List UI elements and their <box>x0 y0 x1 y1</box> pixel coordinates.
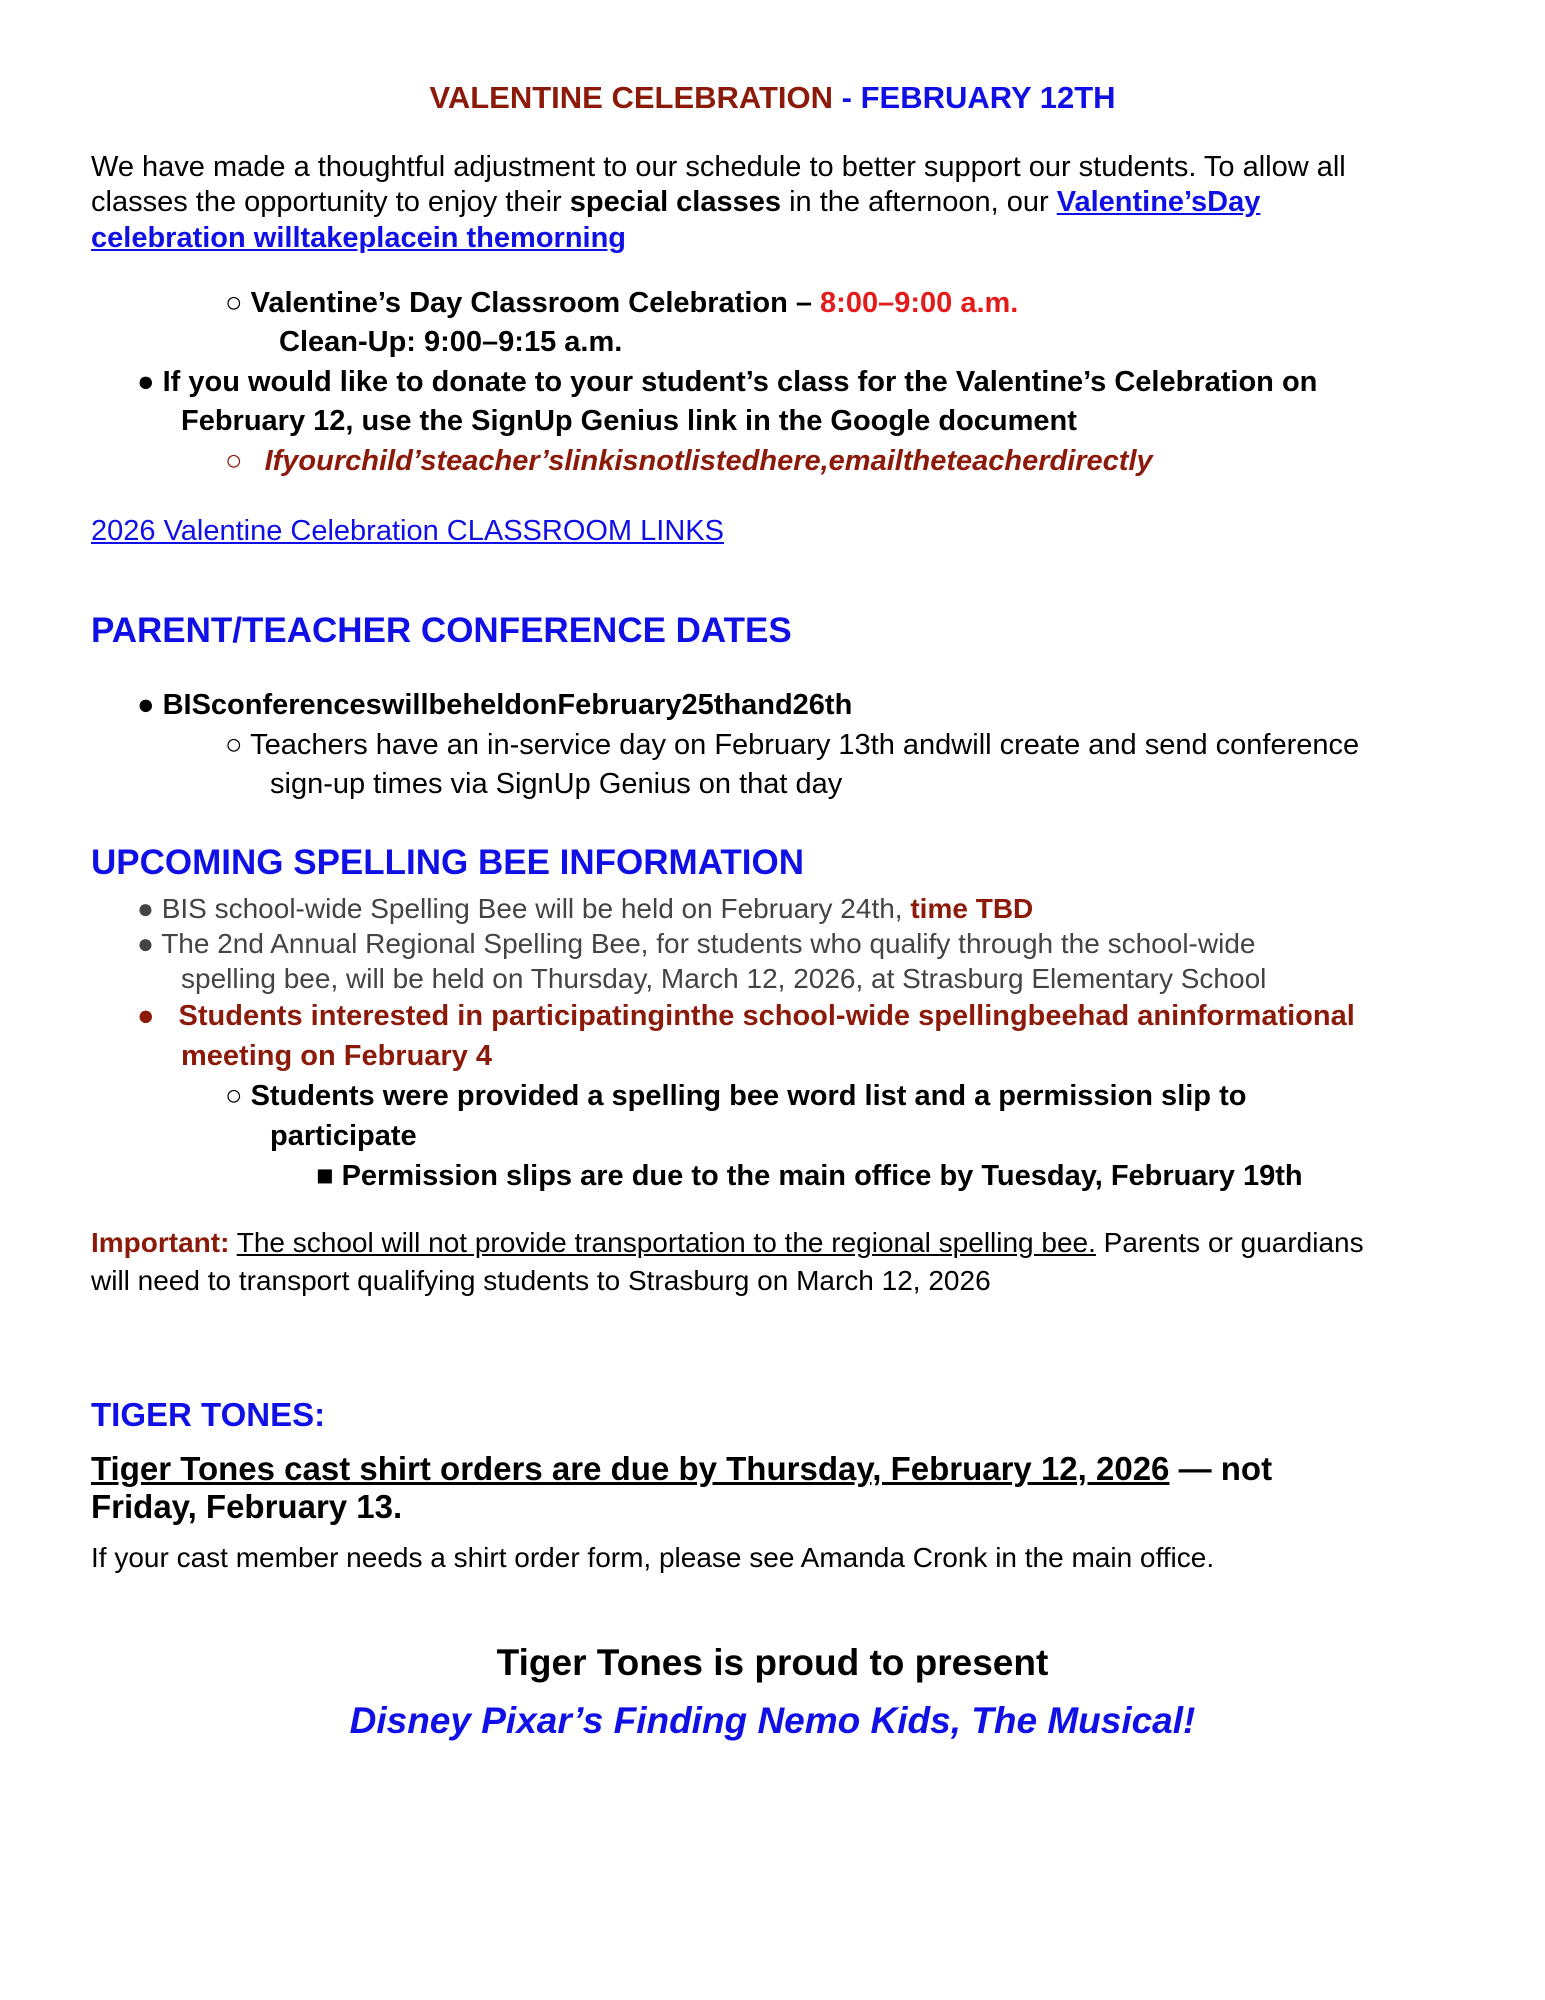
bullet-icon: ● <box>137 893 162 924</box>
teacher-note: Ifyourchild’steacher’slinkisnotlistedhere,emailtheteacherdirectly <box>264 445 1153 477</box>
inservice-line-2: sign-up times via SignUp Genius on that day <box>270 768 843 800</box>
classroom-links[interactable]: 2026 Valentine Celebration CLASSROOM LINKS <box>91 515 724 547</box>
celebration-label: Valentine’s Day Classroom Celebration – <box>250 287 821 319</box>
permission-slip-due: Permission slips are due to the main office by Tuesday, February 19th <box>341 1160 1303 1192</box>
valentine-title <box>0 80 1545 116</box>
hollow-bullet-icon: ○ <box>225 729 251 761</box>
bullet-icon: ● <box>137 1000 155 1032</box>
conference-dates: BISconferenceswillbeheldonFebruary25thand26th <box>162 689 853 721</box>
square-bullet-icon: ■ <box>316 1160 342 1192</box>
inservice-item <box>225 729 1359 762</box>
important-line-1 <box>91 1227 1364 1259</box>
hollow-bullet-icon: ○ <box>225 287 251 319</box>
cleanup-time: Clean-Up: 9:00–9:15 a.m. <box>279 326 623 358</box>
shirt-order-not: — not <box>1169 1450 1273 1487</box>
conference-dates-item <box>137 689 852 722</box>
valentine-title-part2: - FEBRUARY 12TH <box>833 80 1116 115</box>
important-line-2: will need to transport qualifying students to Strasburg on March 12, 2026 <box>91 1265 991 1296</box>
important-rest: Parents or guardians <box>1095 1227 1364 1258</box>
intro-line-2c: in the afternoon, our <box>781 186 1057 218</box>
time-tbd: time TBD <box>910 893 1034 924</box>
important-label: Important: <box>91 1227 230 1258</box>
spelling-bullet-1 <box>137 893 1033 925</box>
present-line: Tiger Tones is proud to present <box>496 1642 1049 1683</box>
word-list-line-1: Students were provided a spelling bee word list and a permission slip to <box>250 1080 1247 1112</box>
permission-slip-item <box>316 1160 1303 1193</box>
conference-heading: PARENT/TEACHER CONFERENCE DATES <box>91 611 792 650</box>
intro-line-2 <box>91 186 1260 219</box>
inservice-line-1: Teachers have an in-service day on February 13th andwill create and send conference <box>250 729 1360 761</box>
tiger-heading: TIGER TONES: <box>91 1396 326 1433</box>
celebration-time-item <box>225 287 1018 320</box>
shirt-order-deadline: Tiger Tones cast shirt orders are due by Thursday, February 12, 2026 <box>91 1450 1170 1487</box>
no-transportation: The school will not provide transportation to the regional spelling bee. <box>236 1227 1096 1258</box>
interested-line-2: meeting on February 4 <box>181 1040 493 1072</box>
regional-bee-line-2: spelling bee, will be held on Thursday, March 12, 2026, at Strasburg Elementary School <box>181 963 1267 994</box>
spelling-bullet-2 <box>137 928 1255 960</box>
shirt-form-note: If your cast member needs a shirt order form, please see Amanda Cronk in the main office. <box>91 1542 1215 1573</box>
donate-line-1: If you would like to donate to your student’s class for the Valentine’s Celebration on <box>162 366 1318 398</box>
bullet-icon: ● <box>137 366 163 398</box>
valentine-title-part1: VALENTINE CELEBRATION <box>429 80 834 115</box>
shirt-order-line-1 <box>91 1450 1272 1488</box>
valentine-link-part1[interactable]: Valentine’sDay <box>1056 186 1261 218</box>
intro-line-1: We have made a thoughtful adjustment to our schedule to better support our students. To allow all <box>91 151 1346 183</box>
shirt-order-line-2: Friday, February 13. <box>91 1488 403 1525</box>
bullet-icon: ● <box>137 928 162 959</box>
celebration-time: 8:00–9:00 a.m. <box>820 287 1019 319</box>
donate-line-2: February 12, use the SignUp Genius link in the Google document <box>181 405 1077 437</box>
hollow-bullet-icon: ○ <box>225 445 251 477</box>
intro-line-2a: classes the opportunity to enjoy their <box>91 186 570 218</box>
valentine-link-part2[interactable]: celebration willtakeplacein themorning <box>91 222 627 254</box>
word-list-item <box>225 1080 1246 1113</box>
word-list-line-2: participate <box>270 1120 417 1152</box>
hollow-bullet-icon: ○ <box>225 1080 251 1112</box>
donate-item <box>137 366 1317 399</box>
spelling-heading: UPCOMING SPELLING BEE INFORMATION <box>91 843 804 882</box>
show-title: Disney Pixar’s Finding Nemo Kids, The Musical! <box>349 1700 1196 1741</box>
bullet-icon: ● <box>137 689 163 721</box>
teacher-note-item <box>225 445 1153 478</box>
school-bee-date: BIS school-wide Spelling Bee will be held on February 24th, <box>161 893 911 924</box>
spelling-bullet-3 <box>137 1000 1355 1033</box>
regional-bee-line-1: The 2nd Annual Regional Spelling Bee, for students who qualify through the school-wide <box>161 928 1256 959</box>
special-classes: special classes <box>569 186 782 218</box>
interested-line-1: Students interested in participatinginthe school-wide spellingbeehad aninformational <box>178 1000 1355 1032</box>
